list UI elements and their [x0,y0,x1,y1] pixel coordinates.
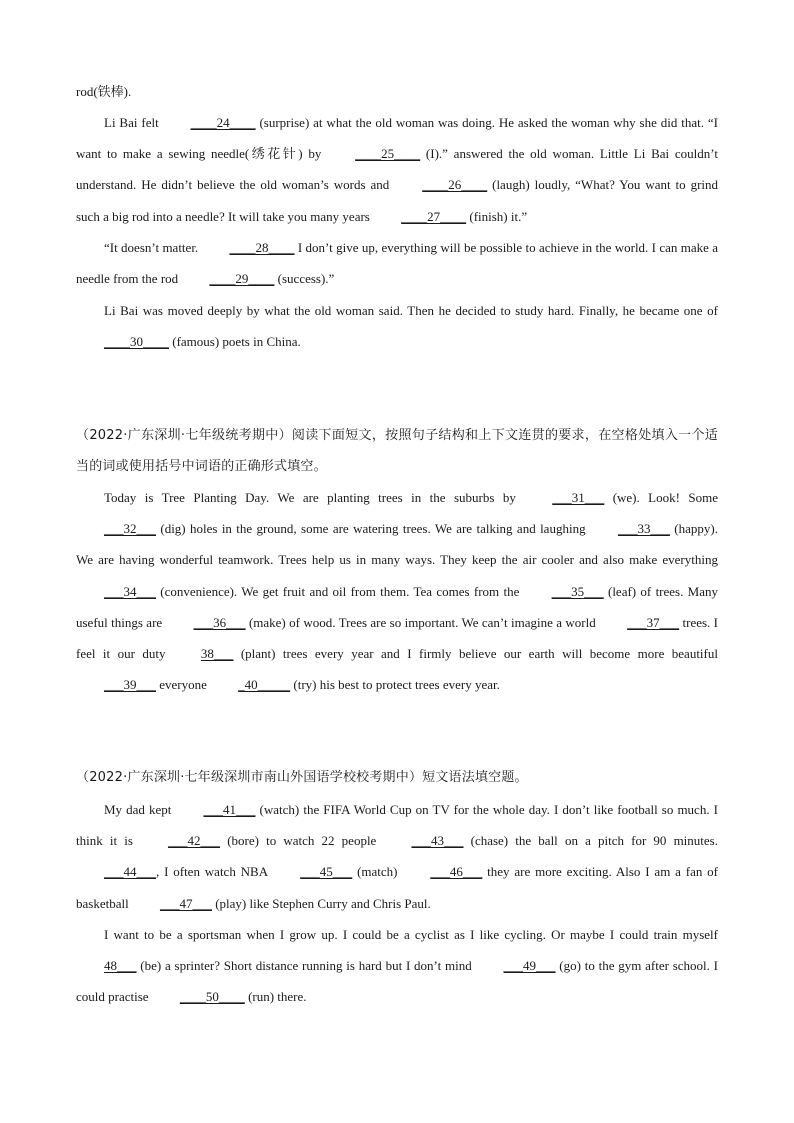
heading-text: （2022·广东深圳·七年级统考期中）阅读下面短文，按照句子结构和上下文连贯的要求，在空格处填入一个适当的词或使用括号中词语的正确形式填空。 [76,428,718,475]
blank-39[interactable]: ___39___ [104,677,156,693]
blank-24[interactable]: ____24____ [190,115,256,130]
text-segment: (happy). We are having wonderful teamwork. Trees help us in many ways. They keep the air cooler and also make everything [76,521,718,568]
text-segment: (play) like Stephen Curry and Chris Paul. [211,895,431,911]
passage3-heading [76,762,718,793]
blank-32[interactable]: ___32___ [104,521,156,537]
text-segment: (match) [352,864,403,880]
text-segment: (I).” answered the old woman. Little Li Bai couldn’t understand. He didn’t believe the old woman’s words and [76,146,718,193]
blank-41[interactable]: ___41___ [203,802,256,817]
blank-43[interactable]: ___43___ [411,833,464,849]
heading-text: （2022·广东深圳·七年级深圳市南山外国语学校校考期中）短文语法填空题。 [76,770,528,785]
text-segment: (convenience). We get fruit and oil from them. Tea comes from the [156,583,524,599]
text-segment: (surprise) at what the old woman was doing. He asked the woman why she did that. “I want to make a sewing needle(绣花针) by [76,115,718,162]
blank-30[interactable]: ____30____ [104,334,169,350]
blank-26[interactable]: ____26____ [422,177,488,193]
blank-33[interactable]: ___33___ [617,521,670,537]
blank-38[interactable]: 38___ [200,646,234,662]
blank-48[interactable]: 48___ [104,958,137,974]
passage2-paragraph-1 [76,482,718,700]
text-segment: (be) a sprinter? Short distance running is hard but I don’t mind [136,958,476,974]
text-segment: (laugh) loudly, “What? You want to grind such a big rod into a needle? It will take you many years [76,177,719,224]
passage1-fragment [76,76,718,107]
text-segment: (famous) poets in China. [169,334,301,350]
text-segment: (try) his best to protect trees every year. [290,677,500,693]
passage3-paragraph-2 [76,919,718,1013]
text-segment: (success).” [274,271,335,287]
text-segment: (go) to the gym after school. I could practise [76,958,719,1005]
blank-42[interactable]: ___42___ [168,833,221,849]
text-segment: (plant) trees every year and I firmly believe our earth will become more beautiful [233,646,718,662]
blank-34[interactable]: ___34___ [104,583,156,599]
passage2-heading [76,420,718,482]
blank-44[interactable]: ___44___ [104,864,156,880]
blank-46[interactable]: ___46___ [430,864,483,880]
text-segment: Li Bai was moved deeply by what the old woman said. Then he decided to study hard. Finally, he became one of [104,303,718,318]
text-segment: , I often watch NBA [156,864,273,880]
text-segment: (bore) to watch 22 people [220,833,384,849]
text-segment: everyone [156,677,211,693]
text-segment: (dig) holes in the ground, some are watering trees. We are talking and laughing [156,521,590,537]
text-segment: (leaf) of trees. Many useful things are [76,583,719,630]
passage3-paragraph-1 [76,794,718,919]
fragment-text: rod(铁棒). [76,84,132,99]
text-segment: (we). Look! Some [604,490,718,505]
text-segment: (finish) it.” [466,208,528,224]
passage1-paragraph-1 [76,107,718,232]
passage1-paragraph-3 [76,295,718,357]
text-segment: trees. I feel it our duty [76,614,718,662]
passage1-paragraph-2 [76,232,718,294]
blank-28[interactable]: ____28____ [229,240,295,255]
text-segment: “It doesn’t matter. [104,240,202,255]
text-segment: I want to be a sportsman when I grow up. I could be a cyclist as I like cycling. Or maybe I could train myself [104,927,718,942]
blank-35[interactable]: ___35___ [551,583,604,599]
text-segment: (watch) the FIFA World Cup on TV for the whole day. I don’t like football so much. I think it is [76,802,718,849]
text-segment: Li Bai felt [104,115,163,130]
text-segment: Today is Tree Planting Day. We are planting trees in the suburbs by [104,490,525,505]
text-segment: (run) there. [244,989,307,1005]
blank-31[interactable]: ___31___ [552,490,605,505]
text-segment: My dad kept [104,802,176,817]
blank-45[interactable]: ___45___ [300,864,353,880]
blank-40[interactable]: _40_____ [238,677,291,693]
blank-49[interactable]: ___49___ [503,958,556,974]
text-segment: (make) of wood. Trees are so important. We can’t imagine a world [245,614,600,630]
blank-47[interactable]: ___47___ [159,895,212,911]
text-segment: I don’t give up, everything will be possible to achieve in the world. I can make a needle from the rod [76,240,718,287]
text-segment: (chase) the ball on a pitch for 90 minutes. [463,833,718,849]
blank-25[interactable]: ____25____ [355,146,421,162]
blank-29[interactable]: ____29____ [209,271,275,287]
blank-50[interactable]: ____50____ [179,989,245,1005]
text-segment: they are more exciting. Also I am a fan of basketball [76,864,719,911]
blank-37[interactable]: ___37___ [627,614,680,630]
blank-27[interactable]: ____27____ [401,208,467,224]
blank-36[interactable]: ___36___ [193,614,246,630]
